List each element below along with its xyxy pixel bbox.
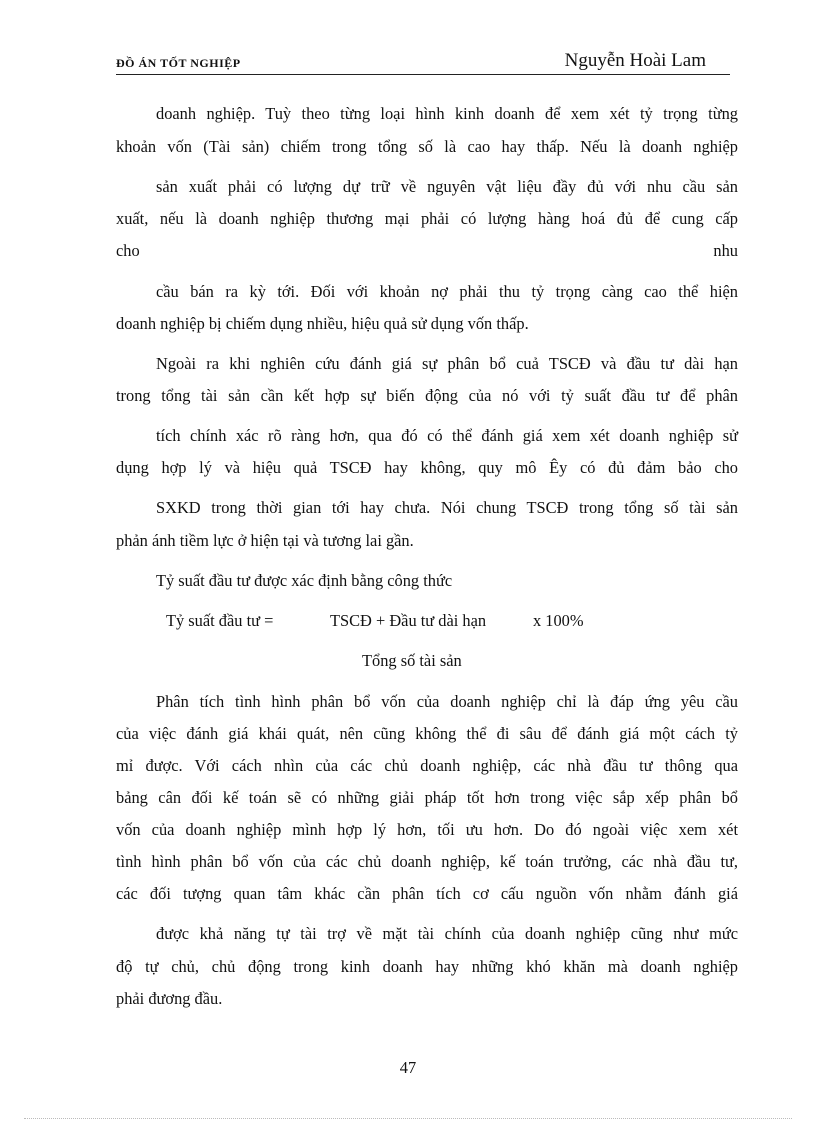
text-line: cho	[116, 241, 140, 260]
text-line: cầu bán ra kỳ tới. Đối với khoản nợ phải thu tỷ trọng càng cao thể hiện	[156, 282, 738, 301]
text-line: sản xuất phải có lượng dự trữ về nguyên vật liệu đầy đủ với nhu cầu sản	[156, 177, 738, 196]
header-author: Nguyễn Hoài Lam	[564, 50, 706, 71]
header-title: ĐỒ ÁN TỐT NGHIỆP	[116, 56, 241, 70]
text-line: các đối tượng quan tâm khác cần phân tích cơ cấu nguồn vốn nhằm đánh giá	[116, 884, 738, 903]
text-line: khoản vốn (Tài sản) chiếm trong tổng số là cao hay thấp. Nếu là doanh nghiệp	[116, 137, 738, 156]
text-line: tình hình phân bổ vốn của các chủ doanh nghiệp, kế toán trưởng, các nhà đầu tư,	[116, 852, 738, 871]
text-line: Tỷ suất đầu tư được xác định bằng công thức	[156, 571, 453, 590]
text-line: doanh nghiệp bị chiếm dụng nhiều, hiệu quả sử dụng vốn thấp.	[116, 314, 529, 333]
text-line: xuất, nếu là doanh nghiệp thương mại phải có lượng hàng hoá đủ để cung cấp	[116, 209, 738, 228]
formula-multiplier: x 100%	[533, 611, 584, 630]
text-line: bảng cân đối kế toán sẽ có những giải pháp tốt hơn trong việc sắp xếp phân bổ	[116, 788, 738, 807]
text-line: phải đương đầu.	[116, 989, 223, 1008]
page-bottom-divider	[24, 1118, 792, 1119]
text-line: dụng hợp lý và hiệu quả TSCĐ hay không, quy mô Êy có đủ đảm bảo cho	[116, 458, 738, 477]
text-line: vốn của doanh nghiệp mình hợp lý hơn, tối ưu hơn. Do đó ngoài việc xem xét	[116, 820, 738, 839]
text-line: trong tổng tài sản cần kết hợp sự biến động của nó với tỷ suất đầu tư để phân	[116, 386, 738, 405]
text-line: doanh nghiệp. Tuỳ theo từng loại hình kinh doanh để xem xét tỷ trọng từng	[156, 104, 738, 123]
text-line: nhu	[713, 241, 738, 260]
text-line: SXKD trong thời gian tới hay chưa. Nói chung TSCĐ trong tổng số tài sản	[156, 498, 738, 517]
page-header	[116, 48, 730, 75]
text-line: tích chính xác rõ ràng hơn, qua đó có thể đánh giá xem xét doanh nghiệp sử	[156, 426, 738, 445]
text-line: phản ánh tiềm lực ở hiện tại và tương lai gần.	[116, 531, 414, 550]
text-line: được khả năng tự tài trợ về mặt tài chính của doanh nghiệp cũng như mức	[156, 924, 738, 943]
formula-numerator: TSCĐ + Đầu tư dài hạn	[330, 611, 487, 630]
text-line: Ngoài ra khi nghiên cứu đánh giá sự phân bổ cuả TSCĐ và đầu tư dài hạn	[156, 354, 738, 373]
formula-denominator: Tổng số tài sản	[362, 651, 462, 670]
text-line: Phân tích tình hình phân bổ vốn của doanh nghiệp chỉ là đáp ứng yêu cầu	[156, 692, 738, 711]
text-line: mỉ được. Với cách nhìn của các chủ doanh nghiệp, các nhà đầu tư thông qua	[116, 756, 738, 775]
text-line: của việc đánh giá khái quát, nên cũng không thể đi sâu để đánh giá một cách tỷ	[116, 724, 738, 743]
page-number: 47	[399, 1058, 417, 1077]
text-line: độ tự chủ, chủ động trong kinh doanh hay những khó khăn mà doanh nghiệp	[116, 957, 738, 976]
formula-lhs: Tỷ suất đầu tư =	[166, 611, 274, 630]
